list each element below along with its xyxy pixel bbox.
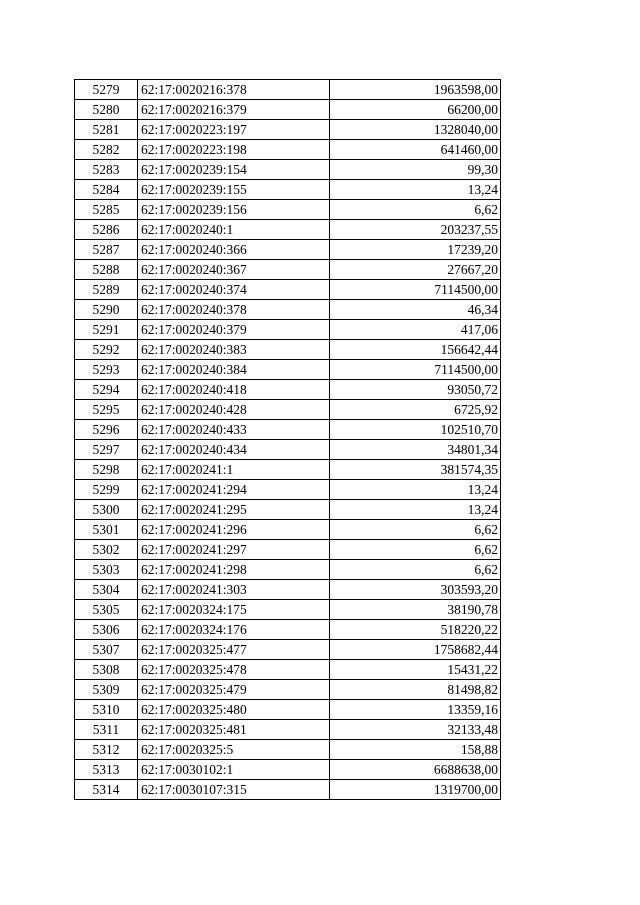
cadastral-number-cell: 62:17:0030102:1: [138, 760, 330, 780]
cadastral-number-cell: 62:17:0030107:315: [138, 780, 330, 800]
value-cell: 93050,72: [330, 380, 501, 400]
row-number-cell: 5301: [75, 520, 138, 540]
cadastral-number-cell: 62:17:0020241:295: [138, 500, 330, 520]
cadastral-number-cell: 62:17:0020240:428: [138, 400, 330, 420]
row-number-cell: 5279: [75, 80, 138, 100]
cadastral-number-cell: 62:17:0020241:303: [138, 580, 330, 600]
cadastral-number-cell: 62:17:0020240:374: [138, 280, 330, 300]
value-cell: 13,24: [330, 500, 501, 520]
cadastral-number-cell: 62:17:0020325:481: [138, 720, 330, 740]
value-cell: 13359,16: [330, 700, 501, 720]
cadastral-number-cell: 62:17:0020216:379: [138, 100, 330, 120]
value-cell: 46,34: [330, 300, 501, 320]
cadastral-number-cell: 62:17:0020240:367: [138, 260, 330, 280]
table-row: [75, 140, 501, 160]
table-row: [75, 640, 501, 660]
value-cell: 203237,55: [330, 220, 501, 240]
value-cell: 15431,22: [330, 660, 501, 680]
row-number-cell: 5287: [75, 240, 138, 260]
row-number-cell: 5295: [75, 400, 138, 420]
value-cell: 81498,82: [330, 680, 501, 700]
row-number-cell: 5288: [75, 260, 138, 280]
cadastral-number-cell: 62:17:0020223:198: [138, 140, 330, 160]
cadastral-number-cell: 62:17:0020241:294: [138, 480, 330, 500]
row-number-cell: 5291: [75, 320, 138, 340]
table-row: [75, 100, 501, 120]
row-number-cell: 5284: [75, 180, 138, 200]
table-row: [75, 780, 501, 800]
table-row: [75, 420, 501, 440]
row-number-cell: 5294: [75, 380, 138, 400]
value-cell: 1963598,00: [330, 80, 501, 100]
cadastral-number-cell: 62:17:0020240:1: [138, 220, 330, 240]
row-number-cell: 5298: [75, 460, 138, 480]
cadastral-number-cell: 62:17:0020239:155: [138, 180, 330, 200]
table-row: [75, 740, 501, 760]
value-cell: 13,24: [330, 480, 501, 500]
cadastral-number-cell: 62:17:0020240:383: [138, 340, 330, 360]
table-row: [75, 520, 501, 540]
row-number-cell: 5286: [75, 220, 138, 240]
cadastral-number-cell: 62:17:0020241:298: [138, 560, 330, 580]
row-number-cell: 5311: [75, 720, 138, 740]
row-number-cell: 5312: [75, 740, 138, 760]
value-cell: 417,06: [330, 320, 501, 340]
table-row: [75, 400, 501, 420]
table-row: [75, 180, 501, 200]
row-number-cell: 5283: [75, 160, 138, 180]
row-number-cell: 5306: [75, 620, 138, 640]
table-row: [75, 460, 501, 480]
value-cell: 102510,70: [330, 420, 501, 440]
value-cell: 1758682,44: [330, 640, 501, 660]
value-cell: 518220,22: [330, 620, 501, 640]
table-row: [75, 500, 501, 520]
value-cell: 156642,44: [330, 340, 501, 360]
row-number-cell: 5309: [75, 680, 138, 700]
cadastral-number-cell: 62:17:0020216:378: [138, 80, 330, 100]
cadastral-number-cell: 62:17:0020325:478: [138, 660, 330, 680]
table-row: [75, 720, 501, 740]
row-number-cell: 5313: [75, 760, 138, 780]
table-row: [75, 300, 501, 320]
value-cell: 641460,00: [330, 140, 501, 160]
row-number-cell: 5292: [75, 340, 138, 360]
cadastral-number-cell: 62:17:0020223:197: [138, 120, 330, 140]
row-number-cell: 5305: [75, 600, 138, 620]
value-cell: 6,62: [330, 560, 501, 580]
value-cell: 6,62: [330, 200, 501, 220]
row-number-cell: 5300: [75, 500, 138, 520]
row-number-cell: 5281: [75, 120, 138, 140]
value-cell: 303593,20: [330, 580, 501, 600]
table-row: [75, 340, 501, 360]
table-row: [75, 240, 501, 260]
table-row: [75, 580, 501, 600]
value-cell: 27667,20: [330, 260, 501, 280]
table-row: [75, 540, 501, 560]
table-row: [75, 760, 501, 780]
row-number-cell: 5297: [75, 440, 138, 460]
cadastral-number-cell: 62:17:0020239:154: [138, 160, 330, 180]
cadastral-number-cell: 62:17:0020240:433: [138, 420, 330, 440]
value-cell: 6725,92: [330, 400, 501, 420]
cadastral-number-cell: 62:17:0020240:434: [138, 440, 330, 460]
table-row: [75, 560, 501, 580]
value-cell: 17239,20: [330, 240, 501, 260]
row-number-cell: 5303: [75, 560, 138, 580]
cadastral-number-cell: 62:17:0020325:5: [138, 740, 330, 760]
table-row: [75, 320, 501, 340]
row-number-cell: 5310: [75, 700, 138, 720]
row-number-cell: 5290: [75, 300, 138, 320]
table-row: [75, 120, 501, 140]
table-row: [75, 480, 501, 500]
cadastral-number-cell: 62:17:0020240:384: [138, 360, 330, 380]
cadastral-number-cell: 62:17:0020240:378: [138, 300, 330, 320]
table-row: [75, 440, 501, 460]
row-number-cell: 5285: [75, 200, 138, 220]
table-row: [75, 680, 501, 700]
value-cell: 13,24: [330, 180, 501, 200]
cadastral-number-cell: 62:17:0020239:156: [138, 200, 330, 220]
table-row: [75, 360, 501, 380]
value-cell: 7114500,00: [330, 280, 501, 300]
cadastral-number-cell: 62:17:0020324:175: [138, 600, 330, 620]
table-row: [75, 380, 501, 400]
value-cell: 381574,35: [330, 460, 501, 480]
row-number-cell: 5308: [75, 660, 138, 680]
cadastral-number-cell: 62:17:0020325:477: [138, 640, 330, 660]
cadastral-number-cell: 62:17:0020240:418: [138, 380, 330, 400]
value-cell: 66200,00: [330, 100, 501, 120]
cadastral-number-cell: 62:17:0020324:176: [138, 620, 330, 640]
value-cell: 6688638,00: [330, 760, 501, 780]
value-cell: 99,30: [330, 160, 501, 180]
cadastral-number-cell: 62:17:0020325:479: [138, 680, 330, 700]
value-cell: 158,88: [330, 740, 501, 760]
table-row: [75, 280, 501, 300]
value-cell: 6,62: [330, 540, 501, 560]
table-body: [75, 80, 501, 800]
cadastral-number-cell: 62:17:0020241:1: [138, 460, 330, 480]
table-row: [75, 80, 501, 100]
row-number-cell: 5296: [75, 420, 138, 440]
cadastral-number-cell: 62:17:0020240:379: [138, 320, 330, 340]
cadastral-value-table: [74, 79, 501, 800]
value-cell: 34801,34: [330, 440, 501, 460]
value-cell: 6,62: [330, 520, 501, 540]
value-cell: 7114500,00: [330, 360, 501, 380]
row-number-cell: 5280: [75, 100, 138, 120]
cadastral-number-cell: 62:17:0020241:296: [138, 520, 330, 540]
cadastral-number-cell: 62:17:0020240:366: [138, 240, 330, 260]
table-row: [75, 600, 501, 620]
row-number-cell: 5293: [75, 360, 138, 380]
value-cell: 38190,78: [330, 600, 501, 620]
table-row: [75, 700, 501, 720]
row-number-cell: 5302: [75, 540, 138, 560]
row-number-cell: 5304: [75, 580, 138, 600]
row-number-cell: 5299: [75, 480, 138, 500]
table-row: [75, 220, 501, 240]
row-number-cell: 5282: [75, 140, 138, 160]
table-row: [75, 260, 501, 280]
table-row: [75, 660, 501, 680]
row-number-cell: 5314: [75, 780, 138, 800]
cadastral-number-cell: 62:17:0020241:297: [138, 540, 330, 560]
table-row: [75, 160, 501, 180]
row-number-cell: 5289: [75, 280, 138, 300]
value-cell: 1328040,00: [330, 120, 501, 140]
table-row: [75, 200, 501, 220]
value-cell: 1319700,00: [330, 780, 501, 800]
row-number-cell: 5307: [75, 640, 138, 660]
cadastral-number-cell: 62:17:0020325:480: [138, 700, 330, 720]
table-row: [75, 620, 501, 640]
value-cell: 32133,48: [330, 720, 501, 740]
